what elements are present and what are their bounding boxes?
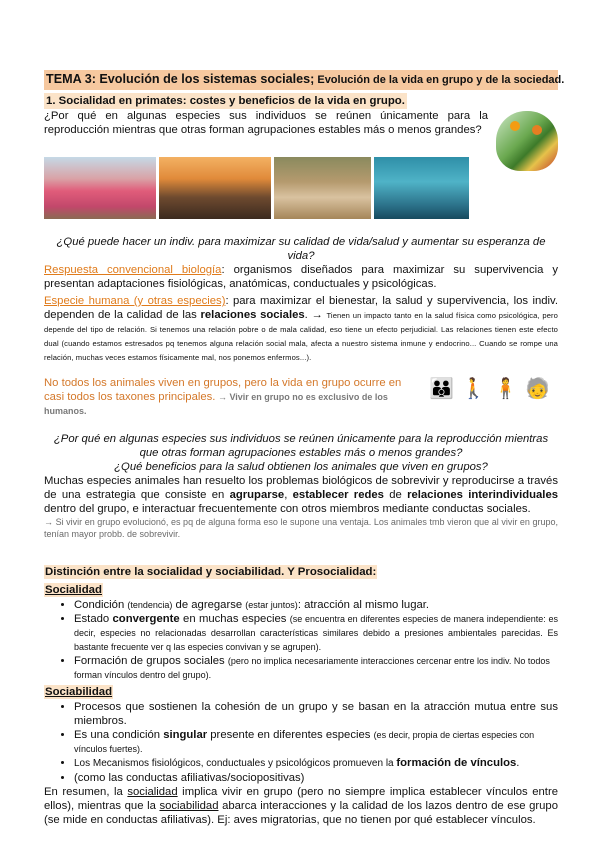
- family-icon: 👪: [429, 378, 455, 400]
- strategy-paragraph: Muchas especies animales han resuelto los problemas biológicos de sobrevivir y reproducirse a través de una estrategia que consiste en agruparse, establecer redes de relaciones interindividuales dentro del grupo, e interactuar frecuentemente con otros miembros mediante conductas sociales.: [44, 475, 559, 515]
- elephants-photo: [159, 157, 271, 219]
- section2-heading: Distinción entre la socialidad y sociabilidad. Y Prosocialidad:: [45, 566, 377, 578]
- question-1: ¿Qué puede hacer un indiv. para maximizar su calidad de vida/salud y aumentar su esperanza de vida?: [56, 236, 546, 262]
- list-item: • (como las conductas afiliativas/sociopositivas): [74, 771, 558, 785]
- list-item: • Estado convergente en muchas especies (se encuentra en diferentes especies de manera independiente: es decir, especies no relacionadas desarrollan características similares debido a presiones ambientales parecidas. Es bastante frecuente ver q las especies convivan y se agrupen).: [74, 612, 558, 654]
- summary-paragraph: En resumen, la socialidad implica vivir en grupo (pero no siempre implica establecer vínculos entre ellos), mientras que la sociabilidad abarca interacciones y la calidad de los lazos dentro de ese grupo (se mide en conductas afiliativas). Ej: aves migratorias, que no tienen por qué establecer vínculos.: [44, 786, 558, 826]
- people-icons: [429, 378, 550, 400]
- page-title: TEMA 3: Evolución de los sistemas sociales; Evolución de la vida en grupo y de la sociedad.: [44, 70, 558, 90]
- response-paragraph: Respuesta convencional biología: organismos diseñados para maximizar su supervivencia y presentan adaptaciones fisiológicas, anatómicas, conductuales y psicológicas.: [44, 264, 558, 290]
- socialidad-heading: Socialidad: [45, 584, 102, 596]
- elderly-person-icon: 🧓: [525, 378, 550, 400]
- intro-paragraph: ¿Por qué en algunas especies sus individuos se reúnen únicamente para la reproducción mientras que otras forman agrupaciones estables más o menos grandes?: [44, 110, 488, 136]
- list-item: • Condición (tendencia) de agregarse (estar juntos): atracción al mismo lugar.: [74, 598, 558, 612]
- human-paragraph: Especie humana (y otras especies): para maximizar el bienestar, la salud y supervivencia, los indiv. dependen de la calidad de las relaciones sociales. → Tienen un impacto tanto en la salud física como psicológica, pero depende del tipo de relación. Si tenemos una relación pobre o de mala calidad, eso tiene un efecto perjudicial. Las relaciones tienen este efecto dual (cuando estamos estresados pq tenemos alguna relación social mala, afecta a nuestro sistema inmune y endocrino... Cuando se rompe una relación, muchas veces estamos físicamente mal, nos ponemos enfermos...).: [44, 295, 559, 362]
- question-2: ¿Por qué en algunas especies sus individuos se reúnen únicamente para la reproducción mientras que otras forman agrupaciones estables más o menos grandes?: [53, 433, 549, 459]
- socialidad-list: [44, 598, 558, 682]
- sociabilidad-list: [44, 700, 558, 785]
- dolphins-photo: [374, 157, 469, 219]
- group-row: [44, 376, 558, 418]
- baboons-photo: [274, 157, 371, 219]
- strategy-note: → Si vivir en grupo evolucionó, es pq de alguna forma eso le supone una ventaja. Los animales tmb vieron que al vivir en grupo, tenían mayor probb. de sobrevivir.: [44, 517, 558, 539]
- list-item: • Formación de grupos sociales (pero no implica necesariamente interacciones cercenar entre los indiv. No todos forman vínculos dentro del grupo).: [74, 654, 558, 682]
- document-page: [44, 70, 565, 827]
- list-item: • Procesos que sostienen la cohesión de un grupo y se basan en la atracción mutua entre sus miembros.: [74, 700, 558, 728]
- list-item: • Los Mecanismos fisiológicos, conductuales y psicológicos promueven la formación de vínculos.: [74, 756, 558, 771]
- sociabilidad-heading: Sociabilidad: [45, 686, 113, 698]
- section1-heading: 1. Socialidad en primates: costes y beneficios de la vida en grupo.: [46, 95, 405, 107]
- parrots-photo: [496, 111, 558, 171]
- question-3: ¿Qué beneficios para la salud obtienen los animales que viven en grupos?: [114, 461, 488, 473]
- group-paragraph: No todos los animales viven en grupos, pero la vida en grupo ocurre en casi todos los taxones principales. → Vivir en grupo no es exclusivo de los humanos.: [44, 377, 402, 416]
- flamingos-photo: [44, 157, 156, 219]
- list-item: • Es una condición singular presente en diferentes especies (es decir, propia de ciertas especies con vínculos fuertes).: [74, 728, 558, 756]
- standing-person-icon: 🧍: [493, 378, 519, 400]
- walking-person-icon: 🚶: [461, 378, 487, 400]
